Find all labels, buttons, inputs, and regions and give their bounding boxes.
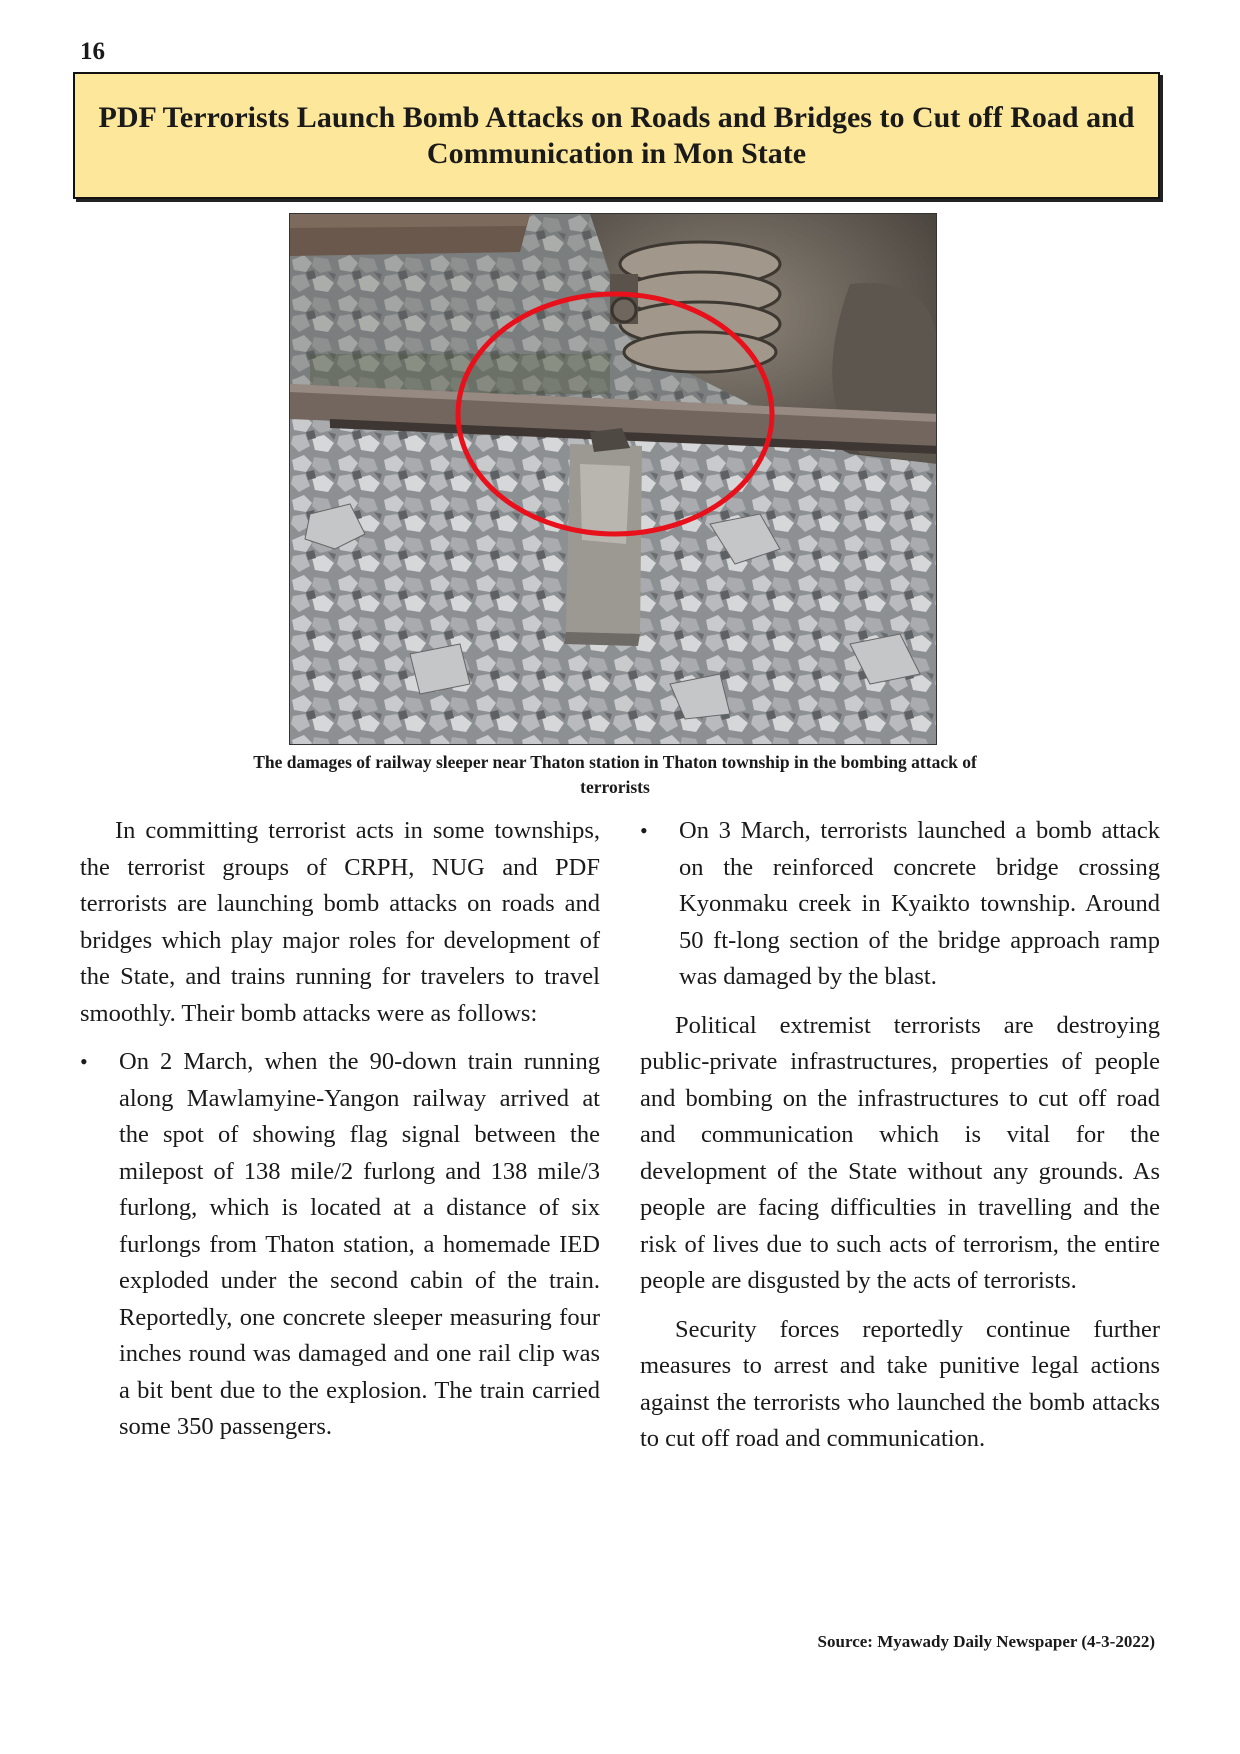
body-paragraph: Political extremist terrorists are destroying public-private infrastructures, properties of people and bombing on the infrastructures to cut off road and communication which is vital for the development of the State without any grounds. As people are facing difficulties in travelling and the risk of lives due to such acts of terrorism, the entire people are disgusted by the acts of terrorists.: [640, 1011, 1160, 1294]
headline-box: [73, 72, 1160, 199]
left-column: [80, 813, 600, 1458]
body-paragraph: Security forces reportedly continue further measures to arrest and take punitive legal actions against the terrorists who launched the bomb attacks to cut off road and communication.: [640, 1315, 1160, 1452]
bullet-item-march-2: [80, 1044, 600, 1446]
bullet-icon: •: [640, 818, 648, 843]
railway-sleeper-image: [290, 214, 937, 745]
railway-damage-photo: [289, 213, 937, 745]
bullet-text: On 2 March, when the 90-down train running along Mawlamyine-Yangon railway arrived at the spot of showing flag signal between the milepost of 138 mile/2 furlong and 138 mile/3 furlong, which is located at a distance of six furlongs from Thaton station, a homemade IED exploded under the second cabin of the train. Reportedly, one concrete sleeper measuring four inches round was damaged and one rail clip was a bit bent due to the explosion. The train carried some 350 passengers.: [119, 1048, 600, 1440]
intro-paragraph: In committing terrorist acts in some townships, the terrorist groups of CRPH, NUG and PDF terrorists are launching bomb attacks on roads and bridges which play major roles for development of the State, and trains running for travelers to travel smoothly. Their bomb attacks were as follows:: [80, 817, 600, 1027]
page-number: 16: [80, 38, 105, 65]
bullet-icon: •: [80, 1049, 88, 1074]
headline: PDF Terrorists Launch Bomb Attacks on Roads and Bridges to Cut off Road and Communication in Mon State: [98, 100, 1135, 170]
bullet-text: On 3 March, terrorists launched a bomb attack on the reinforced concrete bridge crossing Kyonmaku creek in Kyaikto township. Around 50 ft-long section of the bridge approach ramp was damaged by the blast.: [679, 817, 1160, 990]
bullet-item-march-3: [640, 813, 1160, 996]
right-column: [640, 813, 1160, 1470]
source-credit: Source: Myawady Daily Newspaper (4-3-2022): [817, 1632, 1155, 1651]
photo-caption: The damages of railway sleeper near Thaton station in Thaton township in the bombing attack of terrorists: [253, 752, 977, 797]
